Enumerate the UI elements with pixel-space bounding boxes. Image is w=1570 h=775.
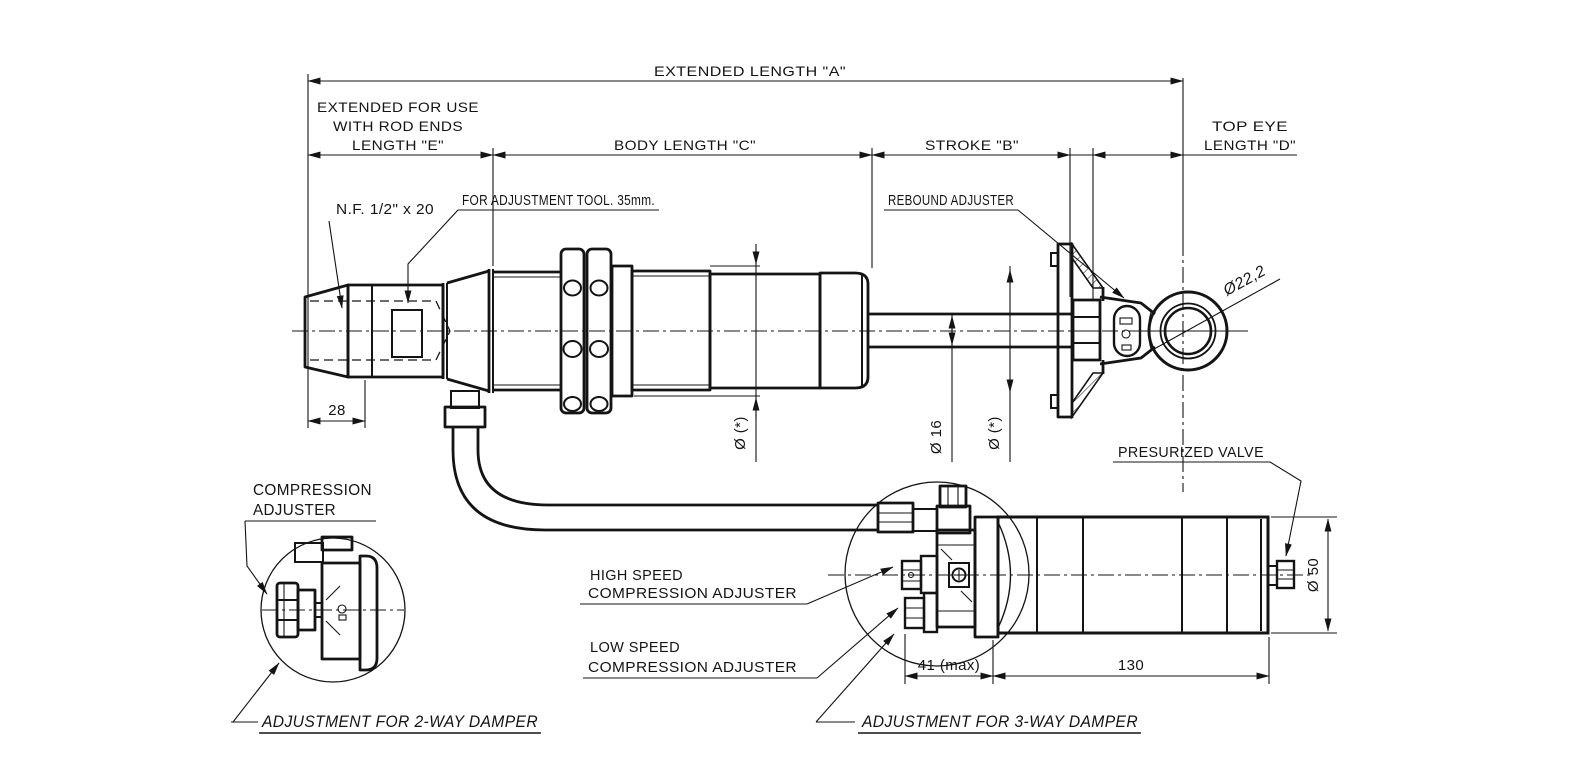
dim-label-body-length-c: BODY LENGTH "C"	[614, 137, 756, 153]
compression-adjuster-callout	[245, 482, 376, 594]
adjustment-tool-label: FOR ADJUSTMENT TOOL. 35mm.	[462, 192, 655, 209]
two-way-note-label: ADJUSTMENT FOR 2-WAY DAMPER	[261, 712, 538, 731]
dim-label-extended-length-a: EXTENDED LENGTH "A"	[654, 63, 846, 79]
reservoir-assembly	[845, 482, 1294, 666]
reservoir-cap-flange	[975, 517, 998, 637]
dim-body-dia	[634, 244, 760, 462]
low-speed-label-1: LOW SPEED	[590, 639, 680, 656]
dim-stroke-b	[872, 137, 1070, 155]
low-speed-adjuster-knob	[905, 593, 937, 632]
dim-label-seat-dia: Ø (*)	[986, 416, 1003, 450]
three-way-note-label: ADJUSTMENT FOR 3-WAY DAMPER	[861, 712, 1138, 731]
dim-label-28: 28	[328, 402, 346, 419]
compression-adjuster-housing	[937, 530, 975, 627]
low-speed-label-2: COMPRESSION ADJUSTER	[588, 659, 797, 676]
top-eye	[1140, 292, 1248, 370]
dim-28	[308, 402, 365, 421]
dim-label-body-dia: Ø (*)	[732, 416, 749, 450]
dim-body-length-c	[493, 137, 872, 155]
dim-seat-dia	[986, 266, 1010, 462]
banjo-fitting	[451, 391, 479, 408]
dim-label-130: 130	[1117, 657, 1145, 674]
dim-label-41-max: 41 (max)	[917, 657, 981, 674]
banjo-bolt	[940, 486, 966, 507]
dim-label-rod-ends-2: WITH ROD ENDS	[333, 118, 463, 134]
dim-label-top-eye-2: LENGTH "D"	[1204, 137, 1296, 153]
dim-label-eye-dia: Ø22,2	[1220, 262, 1269, 300]
low-speed-callout	[583, 608, 898, 678]
adjustment-tool-callout	[408, 192, 659, 303]
dim-130	[993, 637, 1269, 684]
rebound-adjuster-label: REBOUND ADJUSTER	[888, 192, 1014, 209]
high-speed-label-1: HIGH SPEED	[590, 567, 683, 584]
thread-callout	[329, 201, 434, 308]
dim-length-e	[308, 99, 493, 155]
compression-adjuster-label-1: COMPRESSION	[253, 482, 372, 499]
presurized-valve-label: PRESURIZED VALVE	[1118, 444, 1264, 461]
dim-label-stroke-b: STROKE "B"	[925, 137, 1019, 153]
high-speed-label-2: COMPRESSION ADJUSTER	[588, 585, 797, 602]
two-way-note	[231, 663, 541, 733]
dim-label-top-eye-1: TOP EYE	[1212, 118, 1288, 134]
dim-41-max	[905, 634, 993, 684]
hose-hex-fitting	[878, 503, 913, 532]
three-way-note	[816, 634, 1141, 733]
wrench-flat	[392, 310, 422, 357]
dim-label-rod-ends-1: EXTENDED FOR USE	[317, 99, 479, 115]
dim-label-rod-dia: Ø 16	[928, 419, 945, 455]
dim-label-reservoir-dia: Ø 50	[1305, 557, 1322, 593]
dim-rod-dia	[928, 314, 952, 462]
rod-nut	[1073, 300, 1100, 360]
dim-extended-length-a	[308, 63, 1183, 81]
remote-hose	[445, 391, 877, 530]
thread-spec-label: N.F. 1/2" x 20	[336, 201, 434, 218]
dim-label-length-e: LENGTH "E"	[352, 137, 444, 153]
presurized-valve-callout	[1113, 444, 1301, 556]
compression-adjuster-label-2: ADJUSTER	[253, 502, 336, 519]
